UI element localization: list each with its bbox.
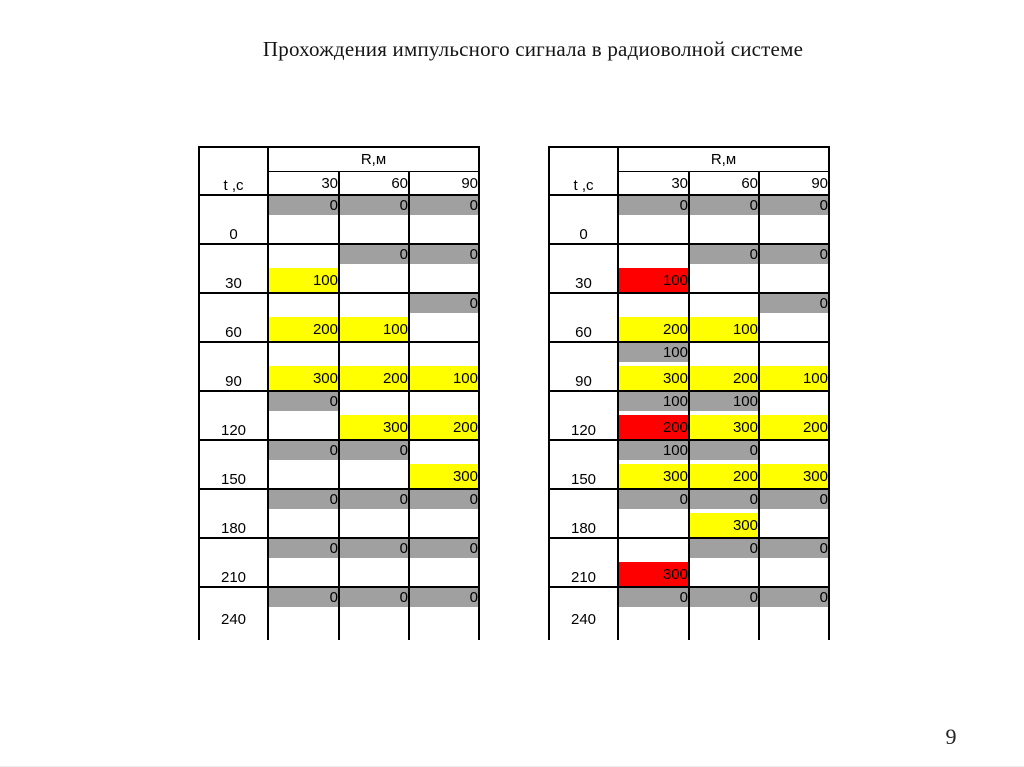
time-cell: 0 [549,195,618,244]
value-cell: 0 [339,244,409,268]
value-cell: 0 [409,195,479,219]
value-cell: 0 [618,195,689,219]
time-axis-label: t ,с [199,147,268,195]
value-cell [268,562,339,587]
value-cell: 100 [759,366,829,391]
value-cell: 100 [339,317,409,342]
value-cell: 0 [409,293,479,317]
value-cell [409,219,479,244]
value-cell [759,611,829,640]
value-cell: 0 [268,195,339,219]
value-cell: 100 [689,391,759,415]
time-cell: 150 [199,440,268,489]
value-cell [268,219,339,244]
value-cell: 300 [759,464,829,489]
value-cell: 0 [339,440,409,464]
time-cell: 0 [199,195,268,244]
radius-column-header: 90 [409,172,479,196]
value-cell: 0 [339,489,409,513]
value-cell: 0 [689,538,759,562]
value-cell: 0 [759,244,829,268]
value-cell [339,268,409,293]
value-cell: 0 [409,587,479,611]
value-cell [339,391,409,415]
value-cell [759,268,829,293]
value-cell: 0 [339,195,409,219]
value-cell: 200 [618,317,689,342]
value-cell [759,219,829,244]
radius-column-header: 30 [618,172,689,196]
value-cell [409,562,479,587]
value-cell [339,562,409,587]
value-cell: 100 [689,317,759,342]
radius-column-header: 30 [268,172,339,196]
signal-table [198,146,480,640]
value-cell [268,611,339,640]
value-cell: 0 [409,244,479,268]
value-cell: 200 [409,415,479,440]
value-cell [409,268,479,293]
value-cell [268,415,339,440]
value-cell: 300 [689,513,759,538]
value-cell: 200 [689,366,759,391]
time-cell: 30 [549,244,618,293]
value-cell: 0 [618,587,689,611]
value-cell [759,342,829,366]
value-cell: 0 [339,538,409,562]
page-number: 9 [945,724,957,749]
value-cell: 0 [689,440,759,464]
value-cell: 0 [268,538,339,562]
value-cell [689,293,759,317]
time-cell: 30 [199,244,268,293]
signal-table-right [548,146,830,640]
value-cell: 200 [759,415,829,440]
value-cell [268,293,339,317]
value-cell [339,293,409,317]
value-cell [618,513,689,538]
radius-column-header: 60 [339,172,409,196]
value-cell [689,611,759,640]
value-cell [618,538,689,562]
radius-column-header: 60 [689,172,759,196]
value-cell: 0 [409,538,479,562]
time-axis-label: t ,с [549,147,618,195]
time-cell: 240 [199,587,268,640]
value-cell [409,342,479,366]
value-cell [339,342,409,366]
value-cell [409,513,479,538]
value-cell: 100 [618,391,689,415]
value-cell: 100 [618,268,689,293]
value-cell: 0 [268,391,339,415]
value-cell [409,440,479,464]
signal-table [548,146,830,640]
radius-column-header: 90 [759,172,829,196]
value-cell: 300 [339,415,409,440]
slide-title: Прохождения импульсного сигнала в радиоволной системе [262,37,804,61]
time-cell: 210 [199,538,268,587]
value-cell [689,219,759,244]
value-cell: 100 [618,440,689,464]
value-cell [409,611,479,640]
value-cell: 0 [759,489,829,513]
value-cell: 0 [689,244,759,268]
value-cell: 0 [409,489,479,513]
value-cell: 0 [268,587,339,611]
value-cell [339,464,409,489]
value-cell [618,219,689,244]
value-cell: 0 [689,587,759,611]
value-cell: 300 [618,464,689,489]
value-cell [268,342,339,366]
value-cell: 0 [759,587,829,611]
value-cell: 0 [339,587,409,611]
value-cell: 0 [759,195,829,219]
value-cell [689,268,759,293]
time-cell: 120 [549,391,618,440]
value-cell [759,440,829,464]
value-cell: 200 [268,317,339,342]
value-cell [618,611,689,640]
value-cell: 0 [268,489,339,513]
value-cell [268,513,339,538]
value-cell: 0 [759,293,829,317]
time-cell: 240 [549,587,618,640]
radius-axis-label: R,м [268,147,479,172]
value-cell [689,562,759,587]
value-cell [409,391,479,415]
value-cell [759,562,829,587]
time-cell: 180 [549,489,618,538]
value-cell: 100 [618,342,689,366]
value-cell: 300 [268,366,339,391]
value-cell: 300 [409,464,479,489]
value-cell: 100 [409,366,479,391]
time-cell: 120 [199,391,268,440]
value-cell: 200 [339,366,409,391]
value-cell [689,342,759,366]
time-cell: 150 [549,440,618,489]
value-cell: 0 [268,440,339,464]
time-cell: 210 [549,538,618,587]
value-cell: 300 [618,366,689,391]
time-cell: 60 [199,293,268,342]
value-cell [618,293,689,317]
time-cell: 90 [199,342,268,391]
time-cell: 180 [199,489,268,538]
value-cell [759,317,829,342]
value-cell [759,513,829,538]
value-cell [268,244,339,268]
value-cell [268,464,339,489]
value-cell: 0 [689,489,759,513]
time-cell: 90 [549,342,618,391]
value-cell [339,513,409,538]
value-cell [759,391,829,415]
time-cell: 60 [549,293,618,342]
value-cell: 0 [618,489,689,513]
value-cell: 200 [689,464,759,489]
value-cell: 0 [759,538,829,562]
radius-axis-label: R,м [618,147,829,172]
signal-table-left [198,146,480,640]
value-cell [339,219,409,244]
value-cell: 0 [689,195,759,219]
value-cell: 100 [268,268,339,293]
value-cell [409,317,479,342]
value-cell: 200 [618,415,689,440]
value-cell: 300 [618,562,689,587]
value-cell: 300 [689,415,759,440]
value-cell [339,611,409,640]
value-cell [618,244,689,268]
